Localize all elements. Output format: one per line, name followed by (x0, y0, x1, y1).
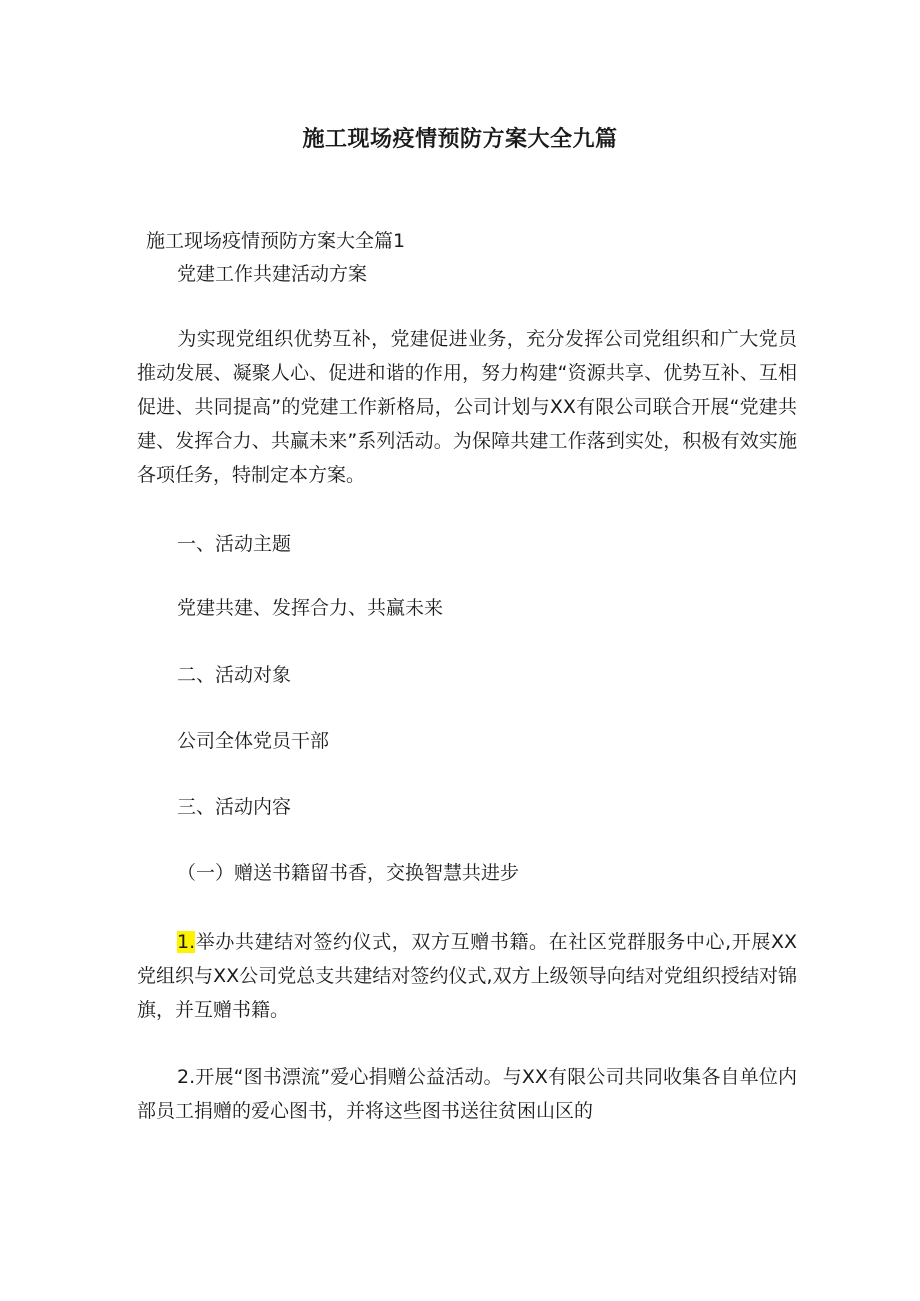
item-1-text: 举办共建结对签约仪式，双方互赠书籍。在社区党群服务中心,开展XX党组织与XX公司党总支共建结对签约仪式,双方上级领导向结对党组织授结对锦旗，并互赠书籍。 (137, 931, 797, 1021)
item-2-paragraph (137, 1060, 797, 1128)
intro-paragraph (137, 322, 797, 492)
activity-object-text: 公司全体党员干部 (177, 730, 330, 752)
item-2-text: 2.开展“图书漂流”爱心捐赠公益活动。与XX有限公司共同收集各自单位内部员工捐赠的爱心图书，并将这些图书送往贫困山区的 (137, 1066, 797, 1122)
sub-heading: 党建工作共建活动方案 (177, 263, 368, 285)
heading-activity-object: 二、活动对象 (177, 664, 292, 686)
heading-activity-theme: 一、活动主题 (177, 533, 292, 555)
intro-paragraph-text: 为实现党组织优势互补，党建促进业务，充分发挥公司党组织和广大党员推动发展、凝聚人心、促进和谐的作用，努力构建“资源共享、优势互补、互相促进、共同提高”的党建工作新格局，公司计划与XX有限公司联合开展“党建共建、发挥合力、共赢未来”系列活动。为保障共建工作落到实处，积极有效实施各项任务，特制定本方案。 (137, 328, 797, 486)
item-1-paragraph (137, 925, 797, 1027)
activity-theme-text: 党建共建、发挥合力、共赢未来 (177, 597, 444, 619)
highlighted-item-number: 1. (177, 931, 196, 953)
sub-item-heading: （一）赠送书籍留书香，交换智慧共进步 (177, 862, 520, 884)
heading-activity-content: 三、活动内容 (177, 796, 292, 818)
section-heading: 施工现场疫情预防方案大全篇1 (146, 230, 406, 252)
document-title: 施工现场疫情预防方案大全九篇 (302, 127, 618, 152)
